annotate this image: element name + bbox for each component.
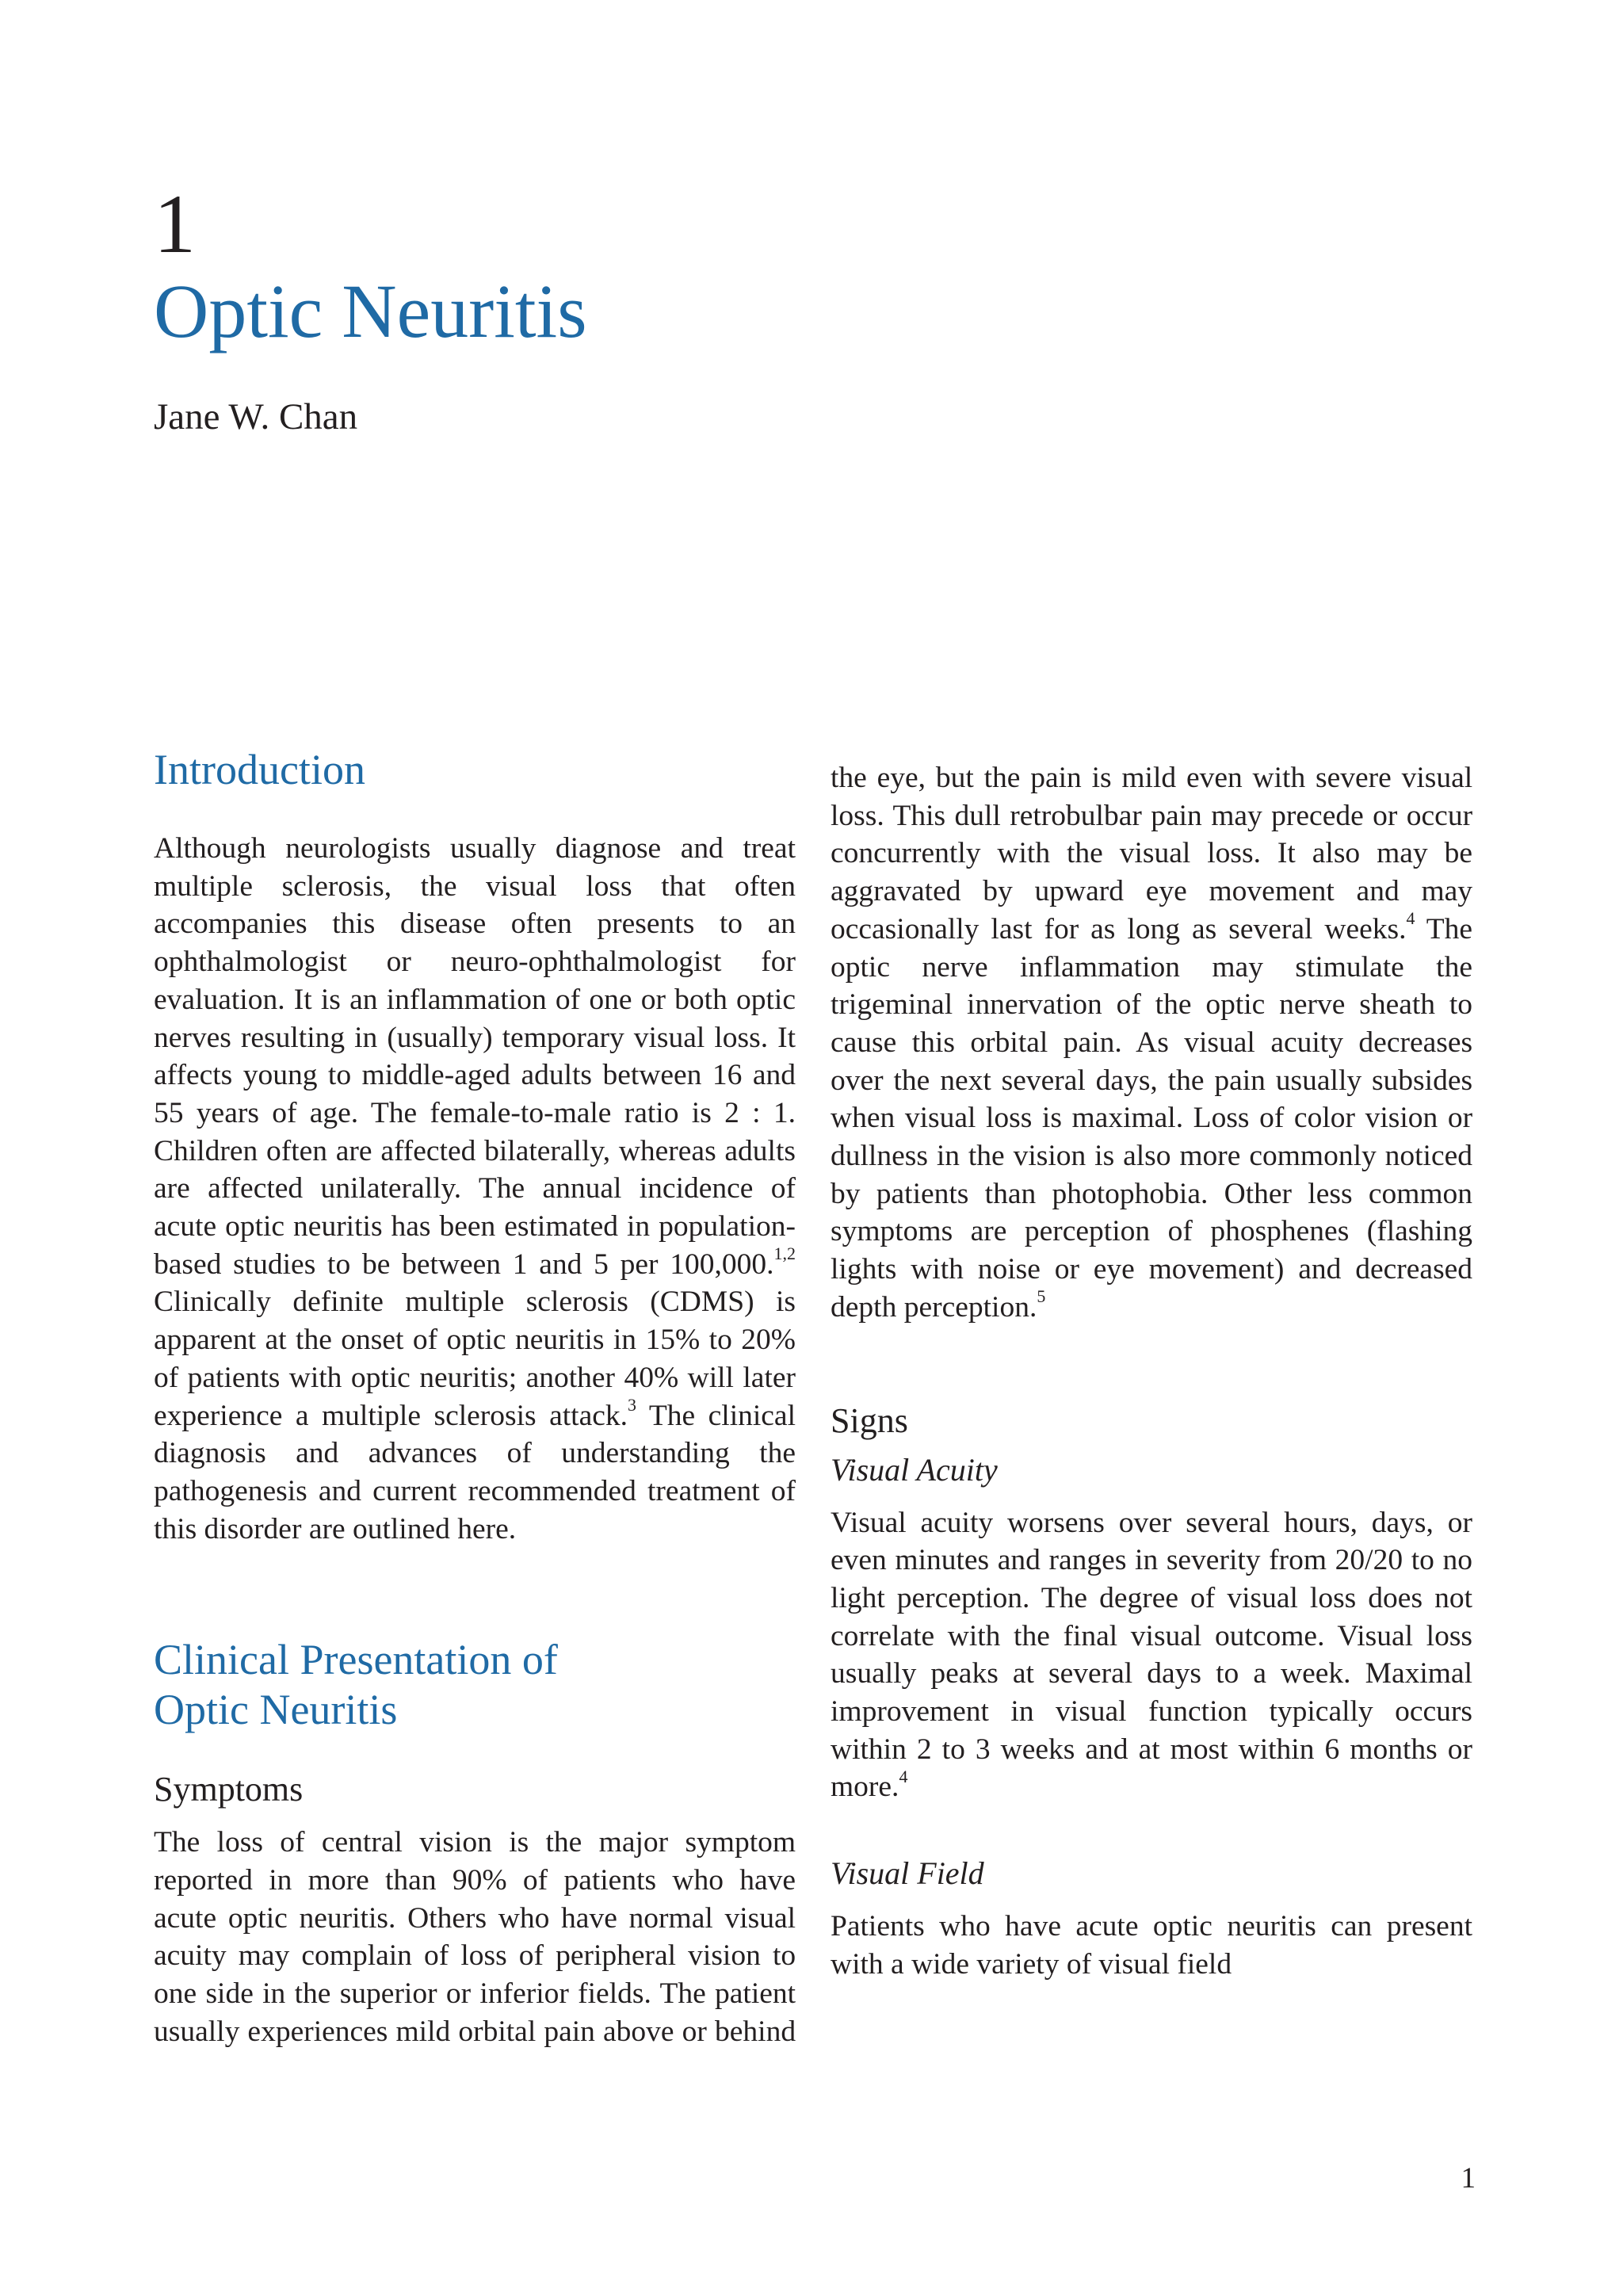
left-column [154,745,796,2051]
citation-ref: 5 [1037,1286,1046,1307]
citation-ref: 3 [628,1395,637,1415]
clinical-heading-line-1: Clinical Presentation of [154,1636,558,1684]
visual-field-heading: Visual Field [831,1855,984,1892]
right-column [831,759,1472,1984]
intro-text-3: The clinical diagnosis and advances of understanding the pathogenesis and current recommended treatment of this disorder are outlined here. [154,1399,796,1545]
author-name: Jane W. Chan [154,396,358,437]
symptoms-paragraph: The loss of central vision is the major symptom reported in more than 90% of patients who have acute optic neuritis. Others who have normal visual acuity may complain of loss of peripheral vision to one side in the superior or inferior fields. The patient usually experiences mild orbital pain above or behind [154,1826,796,2048]
intro-text-1: Although neurologists usually diagnose and treat multiple sclerosis, the visual loss that often accompanies this disease often presents to an ophthalmologist or neuro-ophthalmologist for evaluation. It is an inflammation of one or both optic nerves resulting in (usually) temporary visual loss. It affects young to middle-aged adults between 16 and 55 years of age. The female-to-male ratio is 2 : 1. Children often are affected bilaterally, whereas adults are affected unilaterally. The annual incidence of acute optic neuritis has been estimated in population-based studies to be between 1 and 5 per 100,000. [154,832,796,1281]
visual-field-paragraph [831,1908,1472,1983]
symptoms-continuation [831,759,1472,1327]
citation-ref: 4 [1406,908,1415,929]
visual-acuity-text: Visual acuity worsens over several hours, days, or even minutes and ranges in severity from 20/20 to no light perception. The degree of visual loss does not correlate with the final visual outcome. Visual loss usually peaks at several days to a week. Maximal improvement in visual function typically occurs within 2 to 3 weeks and at most within 6 months or more. [831,1506,1472,1804]
introduction-heading: Introduction [154,746,365,793]
symptoms-paragraph-continued: the eye, but the pain is mild even with severe visual loss. This dull retrobulbar pain may precede or occur concurrently with the visual loss. It also may be aggravated by upward eye movement and may occasionally last for as long as several weeks.$^4$ The optic nerve inflammation may stimulate the trigeminal innervation of the optic nerve sheath to cause this orbital pain. As visual acuity decreases over the next several days, the pain usually subsides when visual loss is maximal. Loss of color vision or dullness in the vision is also more commonly noticed by patients than photophobia. Other less common symptoms are perception of phosphenes (flashing lights with noise or eye movement) and decreased depth perception.$^5$ [831,762,1473,1324]
visual-acuity-heading: Visual Acuity [831,1451,998,1488]
chapter-title: Optic Neuritis [154,269,587,353]
symptoms-heading: Symptoms [154,1770,304,1809]
citation-ref: 4 [899,1766,908,1786]
introduction-paragraph [154,830,796,1548]
page-number: 1 [1461,2162,1476,2195]
clinical-heading-line-2: Optic Neuritis [154,1686,398,1734]
clinical-presentation-heading [154,1635,796,1735]
intro-text-2: Clinically definite multiple sclerosis (CDMS) is apparent at the onset of optic neuritis in 15% to 20% of patients with optic neuritis; another 40% will later experience a multiple sclerosis attack. [154,1286,796,1432]
citation-ref: 1,2 [773,1244,796,1264]
visual-acuity-paragraph [831,1504,1472,1807]
visual-field-text: Patients who have acute optic neuritis can present with a wide variety of visual field [831,1910,1472,1981]
chapter-number: 1 [154,178,196,270]
signs-heading: Signs [831,1400,908,1440]
